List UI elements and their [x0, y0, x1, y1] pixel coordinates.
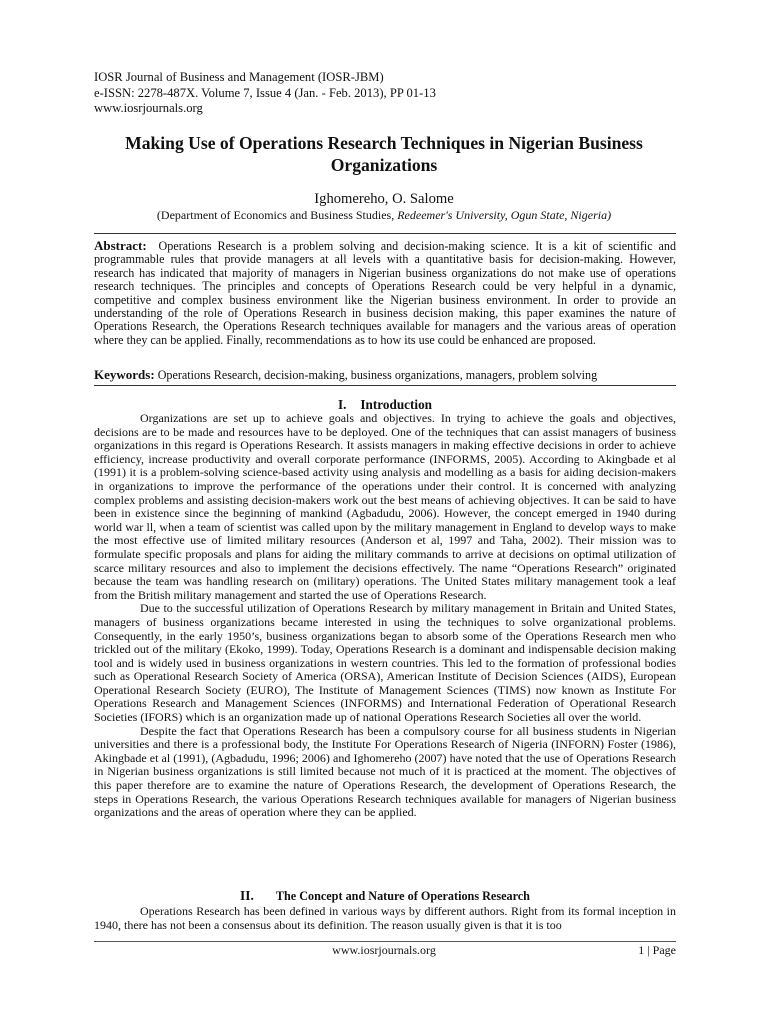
footer-website[interactable]: www.iosrjournals.org	[332, 943, 436, 957]
journal-header	[94, 70, 436, 117]
section-title: Introduction	[360, 397, 432, 412]
affiliation-department: (Department of Economics and Business Studies,	[156, 208, 398, 222]
page-number: 1 | Page	[638, 943, 676, 957]
section-heading-concept	[94, 888, 676, 904]
concept-body	[94, 905, 676, 932]
paragraph: Despite the fact that Operations Research has been a compulsory course for all business students in Nigerian universities and there is a professional body, the Institute For Operations Research of Nigeria (INFORN) Foster (1986), Akingbade et al (1991), (Agbadudu, 1996; 2006) and Ighomereho (2007) have noted that the use of Operations Research in Nigerian business organizations is still limited because not much of it is practiced at the moment. The objectives of this paper therefore are to examine the nature of Operations Research, the development of Operations Research, the steps in Operations Research, the various Operations Research techniques available for managers of Nigerian business organizations and the areas of operation where they can be applied.	[94, 723, 676, 820]
section-heading-introduction	[94, 397, 676, 412]
introduction-body	[94, 412, 676, 820]
journal-name: IOSR Journal of Business and Management (IOSR-JBM)	[94, 70, 384, 84]
abstract-text: Operations Research is a problem solving and decision-making science. It is a kit of scientific and programmable rules that provide managers at all levels with a quantitative basis for decision-making. However, research has indicated that majority of managers in Nigerian business organizations do not make use of operations research techniques. The principles and concepts of Operations Research could be very helpful in a dynamic, competitive and complex business environment like the Nigerian business environment. In order to provide an understanding of the role of Operations Research in business decision making, this paper examines the nature of Operations Research, the Operations Research techniques available for managers and the various areas of operation where they can be applied. Finally, recommendations as to how its use could be enhanced are proposed.	[94, 239, 677, 347]
keywords-label: Keywords:	[94, 367, 155, 382]
section-title: The Concept and Nature of Operations Research	[275, 889, 530, 903]
keywords	[94, 368, 676, 382]
author-name: Ighomereho, O. Salome	[314, 191, 454, 207]
affiliation-university: Redeemer's University, Ogun State, Nigeria)	[397, 208, 612, 222]
abstract-top-rule	[94, 233, 676, 234]
journal-website[interactable]: www.iosrjournals.org	[94, 101, 203, 115]
paragraph: Organizations are set up to achieve goals and objectives. In trying to achieve the goals and objectives, decisions are to be made and resources have to be deployed. One of the techniques that can assist managers of business organizations in this regard is Operations Research. It assists managers in making effective decisions in order to achieve efficiency, increase productivity and overall corporate performance (INFORMS, 2005). According to Akingbade et al (1991) it is a problem-solving science-based activity using analysis and modelling as a basis for aiding decision-makers in organizations to improve the performance of the operations under their control. It is concerned with analyzing complex problems and assisting decision-makers work out the best means of achieving objectives. It can be said to have been in existence since the beginning of mankind (Agbadudu, 2006). However, the concept emerged in 1940 during world war ll, when a team of scientist was called upon by the military management in England to develop ways to make the most effective use of limited military resources (Anderson et al, 1997 and Taha, 2002). Their mission was to formulate specific proposals and plans for aiding the military commands to arrive at decisions on optimal utilization of scarce military resources and also to implement the decisions effectively. The name “Operations Research” originated because the team was handling research on (military) operations. The United States military management took a leaf from the British military management and started the use of Operations Research.	[94, 411, 676, 602]
paragraph: Due to the successful utilization of Operations Research by military management in Britain and United States, managers of business organizations became interested in using the techniques to solve organizational problems. Consequently, in the early 1950’s, business organizations began to absorb some of the Operations Research men who trickled out of the military (Ekoko, 1999). Today, Operations Research is a dominant and indispensable decision making tool and is widely used in business organizations in western countries. This led to the formation of professional bodies such as Operational Research Society of America (ORSA), American Institute of Decision Sciences (AIDS), European Operational Research Society (EURO), The Institute of Management Sciences (TIMS) now known as Institute For Operations Research and Management Sciences (INFORMS) and International Federation of Operational Research Societies (IFORS) which is an organization made up of national Operations Research Societies all over the world.	[94, 601, 676, 725]
paragraph: Operations Research has been defined in various ways by different authors. Right from its formal inception in 1940, there has not been a consensus about its definition. The reason usually given is that it is too	[94, 904, 676, 932]
abstract-label: Abstract:	[94, 238, 147, 253]
section-number: I.	[337, 397, 347, 412]
abstract-bottom-rule	[94, 385, 676, 386]
keywords-text: Operations Research, decision-making, business organizations, managers, problem solving	[157, 368, 598, 382]
author-affiliation	[94, 208, 674, 223]
footer-rule	[94, 941, 676, 942]
issn-line: e-ISSN: 2278-487X. Volume 7, Issue 4 (Jan. - Feb. 2013), PP 01-13	[94, 85, 436, 100]
paper-title: Making Use of Operations Research Techniques in Nigerian Business Organizations	[125, 133, 643, 175]
abstract	[94, 239, 676, 347]
section-number: II.	[240, 888, 254, 903]
